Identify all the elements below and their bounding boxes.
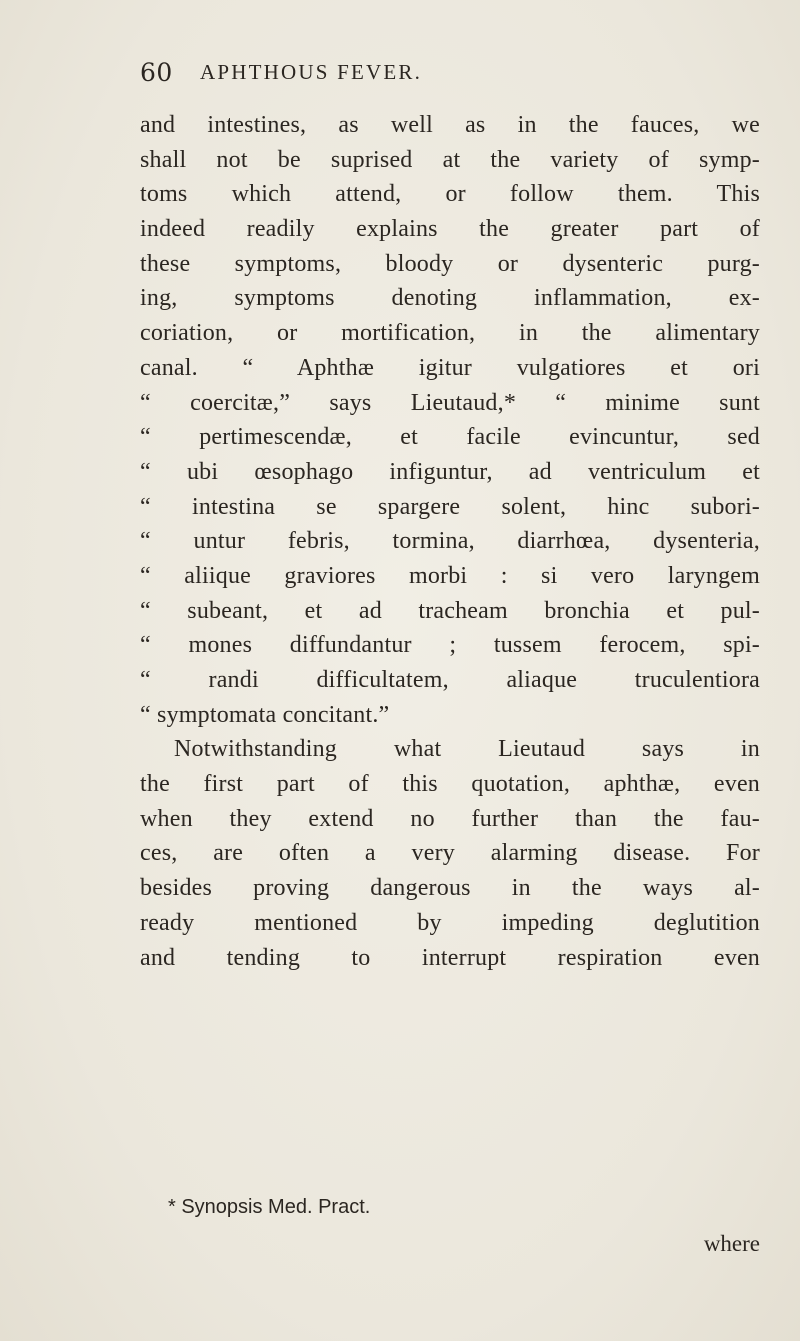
text-line: “ symptomata concitant.” bbox=[140, 701, 390, 728]
text-line: ready mentioned by impeding deglutition bbox=[140, 909, 760, 936]
page-number: 60 bbox=[140, 58, 173, 87]
text-line: “ coercitæ,” says Lieutaud,* “ minime sunt bbox=[140, 389, 760, 416]
body-text bbox=[140, 108, 760, 975]
running-title: APHTHOUS FEVER. bbox=[200, 60, 423, 84]
text-line: ing, symptoms denoting inflammation, ex- bbox=[140, 285, 760, 312]
running-head bbox=[140, 58, 760, 92]
text-line: “ aliique graviores morbi : si vero laryngem bbox=[140, 562, 760, 589]
text-line: and intestines, as well as in the fauces, we bbox=[140, 112, 760, 138]
text-line: “ pertimescendæ, et facile evincuntur, sed bbox=[140, 424, 760, 451]
text-line: “ subeant, et ad tracheam bronchia et pul- bbox=[140, 597, 760, 624]
text-line: these symptoms, bloody or dysenteric purg- bbox=[140, 250, 760, 277]
text-line: Notwithstanding what Lieutaud says in bbox=[174, 736, 760, 763]
catchword: where bbox=[703, 1231, 760, 1256]
text-line: “ ubi œsophago infiguntur, ad ventriculum et bbox=[140, 458, 760, 485]
text-line: coriation, or mortification, in the alimentary bbox=[140, 320, 760, 347]
text-line: the first part of this quotation, aphthæ, even bbox=[140, 771, 760, 798]
footnote: * Synopsis Med. Pract. bbox=[168, 1196, 371, 1218]
text-line: ces, are often a very alarming disease. For bbox=[140, 840, 760, 867]
text-line: “ intestina se spargere solent, hinc subori- bbox=[140, 493, 760, 520]
text-line: shall not be suprised at the variety of symp- bbox=[140, 146, 760, 173]
text-line: besides proving dangerous in the ways al- bbox=[140, 875, 760, 902]
text-line: “ randi difficultatem, aliaque truculentiora bbox=[140, 667, 760, 693]
text-line: indeed readily explains the greater part of bbox=[140, 216, 760, 243]
text-line: canal. “ Aphthæ igitur vulgatiores et ori bbox=[140, 354, 760, 381]
text-line: “ untur febris, tormina, diarrhœa, dysenteria, bbox=[140, 528, 760, 555]
text-line: when they extend no further than the fau- bbox=[140, 805, 760, 832]
text-line: toms which attend, or follow them. This bbox=[140, 181, 760, 208]
text-line: “ mones diffundantur ; tussem ferocem, spi- bbox=[140, 632, 760, 659]
text-line: and tending to interrupt respiration even bbox=[140, 944, 760, 971]
